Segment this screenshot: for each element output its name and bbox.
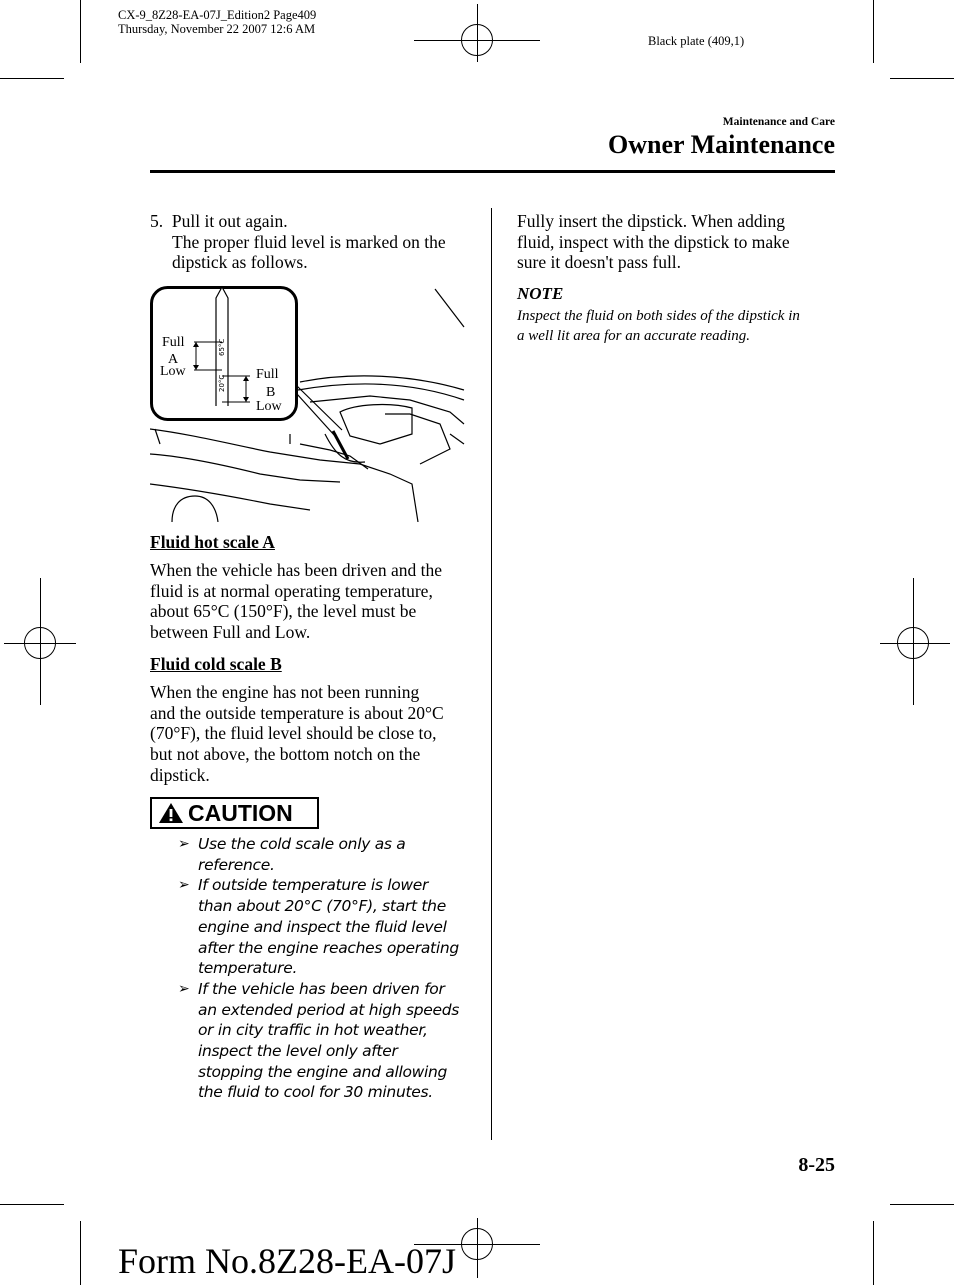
step-number: 5. bbox=[150, 211, 164, 231]
label-low-b: Low bbox=[256, 399, 282, 414]
label-a: A bbox=[168, 352, 179, 367]
label-b: B bbox=[266, 385, 276, 400]
hot-scale-mark: 65°C bbox=[218, 338, 226, 356]
cold-scale-heading: Fluid cold scale B bbox=[150, 654, 282, 674]
hot-scale-text: When the vehicle has been driven and the fluid is at normal operating temperature, about 65°C (150°F), the level must be between Full and Low. bbox=[150, 560, 443, 643]
page-title: Owner Maintenance bbox=[608, 130, 835, 159]
plate-label: Black plate (409,1) bbox=[648, 34, 745, 48]
header-rule bbox=[150, 170, 835, 173]
note-heading: NOTE bbox=[517, 284, 564, 303]
label-low-a: Low bbox=[160, 364, 186, 379]
cold-scale-text: When the engine has not been running and the outside temperature is about 20°C (70°F), the fluid level should be close to, but not above, the bottom notch on the dipstick. bbox=[150, 682, 444, 785]
form-number: Form No.8Z28-EA-07J bbox=[118, 1241, 456, 1281]
caution-triangle-icon bbox=[158, 802, 184, 824]
insert-dipstick-text: Fully insert the dipstick. When adding fluid, inspect with the dipstick to make sure it doesn't pass full. bbox=[517, 211, 790, 273]
label-full-b: Full bbox=[256, 367, 279, 382]
page-number: 8-25 bbox=[798, 1154, 835, 1176]
list-item: ➢ If outside temperature is lower than about 20°C (70°F), start the engine and inspect the fluid level after the engine reaches operating temperature. bbox=[178, 876, 459, 978]
step-5 bbox=[150, 211, 470, 273]
label-full-a: Full bbox=[162, 335, 185, 350]
column-divider bbox=[491, 208, 492, 1140]
list-item: ➢ If the vehicle has been driven for an extended period at high speeds or in city traffic in hot weather, inspect the level only after stopping the engine and allowing the fluid to cool for 30 minutes. bbox=[178, 979, 460, 1102]
hot-scale-heading: Fluid hot scale A bbox=[150, 532, 275, 552]
date-line: Thursday, November 22 2007 12:6 AM bbox=[118, 22, 316, 36]
file-info bbox=[118, 8, 316, 36]
arrow-bullet-icon: ➢ bbox=[178, 980, 190, 997]
caution-label: CAUTION bbox=[188, 799, 293, 826]
step-text: Pull it out again. bbox=[171, 211, 288, 231]
arrow-bullet-icon: ➢ bbox=[178, 836, 190, 852]
caution-banner bbox=[150, 797, 319, 829]
section-label: Maintenance and Care bbox=[722, 116, 835, 128]
note-text: Inspect the fluid on both sides of the dipstick in a well lit area for an accurate reading. bbox=[517, 308, 800, 344]
arrow-bullet-icon: ➢ bbox=[178, 877, 190, 894]
file-line: CX-9_8Z28-EA-07J_Edition2 Page409 bbox=[118, 8, 317, 22]
cold-scale-mark: 20°C bbox=[218, 374, 226, 392]
list-item: ➢ Use the cold scale only as a reference. bbox=[178, 835, 406, 874]
step-detail: The proper fluid level is marked on the dipstick as follows. bbox=[172, 231, 446, 273]
caution-list bbox=[178, 834, 470, 1103]
dipstick-figure bbox=[150, 284, 466, 522]
